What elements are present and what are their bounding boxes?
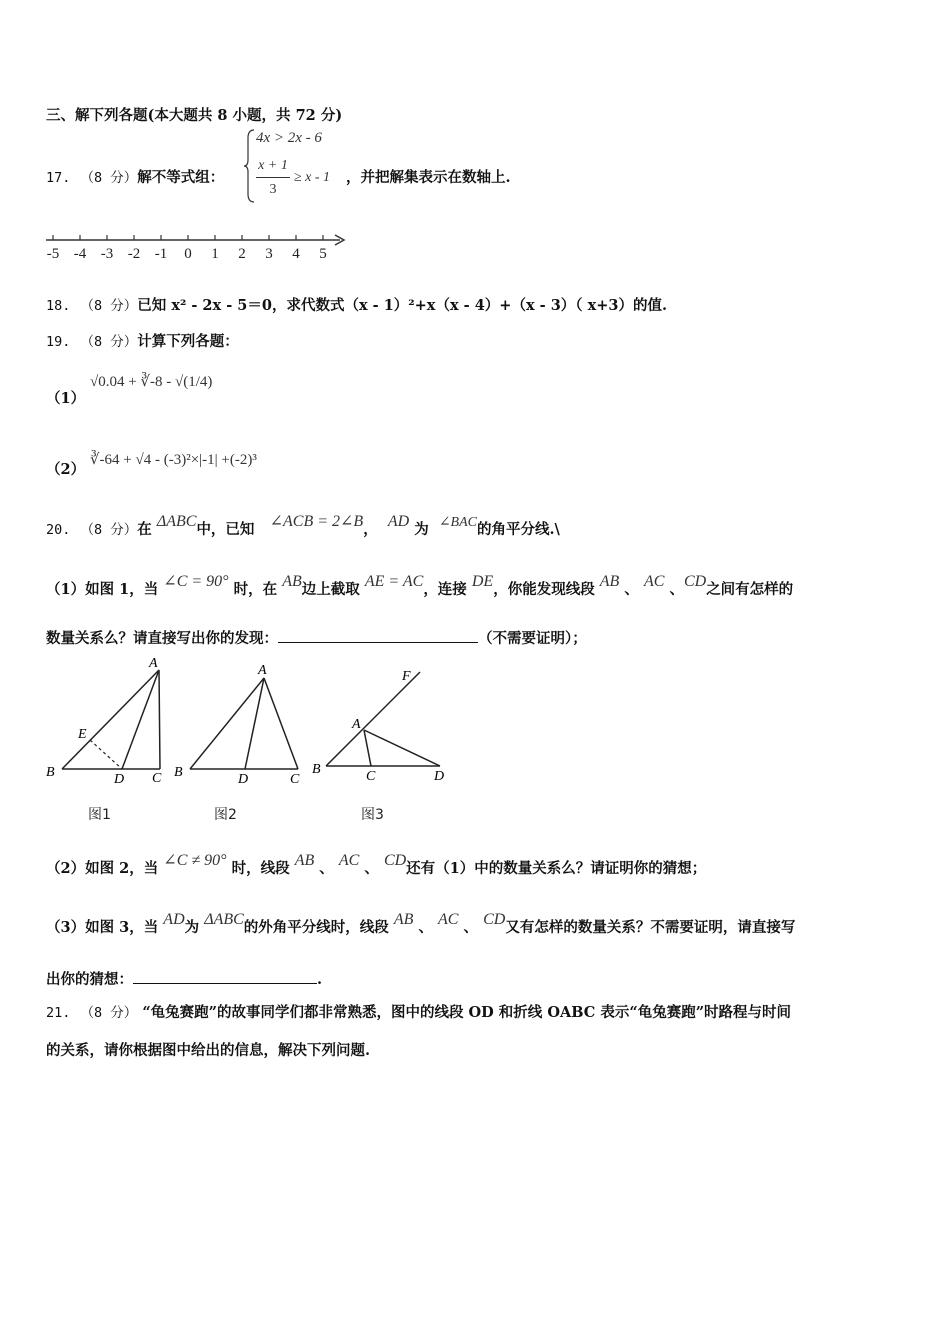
number-line-label: 4	[292, 246, 300, 262]
svg-text:D: D	[114, 772, 125, 787]
math: ∠C = 90°	[163, 573, 229, 590]
geometry-figures	[42, 652, 462, 792]
text: 之间有怎样的	[706, 581, 794, 598]
math: AE = AC	[364, 573, 424, 590]
fraction-bar	[256, 177, 290, 178]
number-line-label: 1	[211, 246, 219, 262]
math: ΔABC	[204, 911, 244, 928]
math: AC	[643, 573, 665, 590]
separator: 、	[418, 919, 433, 936]
question-text: 已知 x² - 2x - 5＝0，求代数式（x - 1）²+x（x - 4）+（x - 3）（ x+3）的值.	[137, 297, 668, 314]
part-label: （2）如图 2，当	[46, 860, 159, 877]
question-19	[46, 330, 239, 351]
inequality-2-denominator: 3	[269, 182, 277, 197]
question-lead: 计算下列各题：	[137, 333, 239, 350]
math-triangle-abc: ΔABC	[156, 513, 197, 530]
question-21-line2: 的关系，请你根据图中给出的信息，解决下列问题.	[46, 1042, 371, 1059]
inequality-2-numerator: x + 1	[258, 158, 288, 173]
separator: 、	[624, 581, 639, 598]
svg-text:A: A	[258, 663, 267, 678]
question-number: 19.	[46, 334, 71, 350]
text: .	[317, 971, 323, 988]
text: 边上截取	[301, 581, 360, 598]
number-line-label: -5	[46, 246, 60, 262]
svg-text:D: D	[238, 772, 249, 787]
figure-2	[174, 663, 300, 787]
question-number: 18.	[46, 298, 71, 314]
number-line-label: 0	[184, 246, 192, 262]
brace-icon	[244, 128, 256, 204]
math: CD	[483, 911, 506, 928]
math: AC	[338, 852, 360, 869]
text: ，	[363, 521, 378, 538]
q20-part3-line1	[46, 911, 796, 937]
text: 中，已知	[196, 521, 255, 538]
question-18	[46, 294, 667, 315]
number-line-label: -1	[154, 246, 168, 262]
number-line-label: -3	[100, 246, 114, 262]
svg-text:D: D	[434, 769, 445, 784]
number-line-label: 2	[238, 246, 246, 262]
q19-part2-label: （2）	[46, 461, 86, 478]
svg-text:B: B	[46, 765, 55, 780]
question-17-tail: ，并把解集表示在数轴上.	[346, 169, 511, 186]
svg-text:C: C	[366, 769, 376, 784]
inequality-2-rhs: ≥ x - 1	[294, 170, 331, 185]
question-lead: 解不等式组：	[137, 169, 225, 186]
figure-1-caption: 图1	[88, 807, 111, 823]
text: ，连接	[423, 581, 467, 598]
text: 时，线段	[231, 860, 290, 877]
text: 为	[184, 919, 200, 936]
figure-1	[46, 656, 162, 787]
inequality-1: 4x > 2x - 6	[256, 130, 322, 146]
math-angle-relation: ∠ACB = 2∠B	[269, 513, 364, 530]
text: 的角平分线.\	[476, 521, 560, 538]
q19-part2-expression: ∛-64 + √4 - (-3)²×|-1| +(-2)³	[90, 452, 257, 468]
number-line-label: 3	[265, 246, 273, 262]
q20-part1-line2	[46, 627, 587, 648]
svg-text:F: F	[402, 669, 411, 684]
question-17	[46, 166, 224, 187]
inequality-system	[244, 128, 352, 204]
text: 在	[137, 521, 152, 538]
q19-part1-label: （1）	[46, 390, 86, 407]
question-21	[46, 1001, 791, 1022]
question-points: （8 分）	[80, 522, 138, 538]
math: AB	[294, 852, 315, 869]
svg-text:C: C	[152, 771, 162, 786]
question-points: （8 分）	[80, 298, 138, 314]
q20-part3-line2	[46, 968, 322, 989]
math: AB	[393, 911, 414, 928]
text: 又有怎样的数量关系？不需要证明，请直接写	[505, 919, 796, 936]
question-number: 17.	[46, 170, 71, 186]
text: 数量关系么？请直接写出你的发现：	[46, 630, 278, 647]
number-line-label: -4	[73, 246, 87, 262]
question-text: “龟兔赛跑”的故事同学们都非常熟悉，图中的线段 OD 和折线 OABC 表示“龟兔赛跑”时路程与时间	[142, 1004, 792, 1021]
svg-text:C: C	[290, 772, 300, 787]
text: 还有（1）中的数量关系么？请证明你的猜想；	[406, 860, 707, 877]
math: CD	[683, 573, 707, 590]
question-points: （8 分）	[80, 334, 138, 350]
figure-3	[312, 669, 444, 784]
q20-part1-line1	[46, 573, 794, 599]
math: AD	[163, 911, 185, 928]
separator: 、	[669, 581, 684, 598]
part-label: （1）如图 1，当	[46, 581, 159, 598]
math: AB	[282, 573, 302, 590]
svg-text:B: B	[312, 762, 321, 777]
text: 时，在	[233, 581, 278, 598]
answer-blank[interactable]	[133, 983, 317, 984]
q20-part2	[46, 852, 707, 878]
separator: 、	[319, 860, 334, 877]
number-line-label: 5	[319, 246, 327, 262]
svg-text:E: E	[78, 727, 87, 742]
text: ，你能发现线段	[493, 581, 595, 598]
math: AB	[599, 573, 620, 590]
number-line-label: -2	[127, 246, 141, 262]
text: 出你的猜想：	[46, 971, 133, 988]
math-ad: AD	[387, 513, 410, 530]
answer-blank[interactable]	[278, 642, 478, 643]
number-line	[40, 228, 360, 264]
math: CD	[383, 852, 407, 869]
text: 的外角平分线时，线段	[243, 919, 389, 936]
math: AC	[438, 911, 459, 928]
math: DE	[471, 573, 494, 590]
svg-text:A: A	[149, 656, 158, 671]
section-heading: 三、解下列各题(本大题共 8 小题，共 72 分)	[46, 107, 343, 124]
math: ∠C ≠ 90°	[163, 852, 227, 869]
question-20	[46, 513, 560, 539]
figure-3-caption: 图3	[361, 807, 384, 823]
text: （不需要证明）；	[478, 630, 587, 647]
svg-text:B: B	[174, 765, 183, 780]
q19-part1-expression: √0.04 + ∛-8 - √(1/4)	[90, 374, 213, 390]
separator: 、	[364, 860, 379, 877]
question-number: 21.	[46, 1005, 71, 1021]
svg-text:A: A	[352, 717, 361, 732]
question-points: （8 分）	[80, 170, 138, 186]
separator: 、	[463, 919, 479, 936]
text: 为	[414, 521, 429, 538]
figure-2-caption: 图2	[214, 807, 237, 823]
question-number: 20.	[46, 522, 71, 538]
math-angle-bac: ∠BAC	[438, 515, 477, 530]
part-label: （3）如图 3，当	[46, 919, 159, 936]
question-points: （8 分）	[80, 1005, 138, 1021]
